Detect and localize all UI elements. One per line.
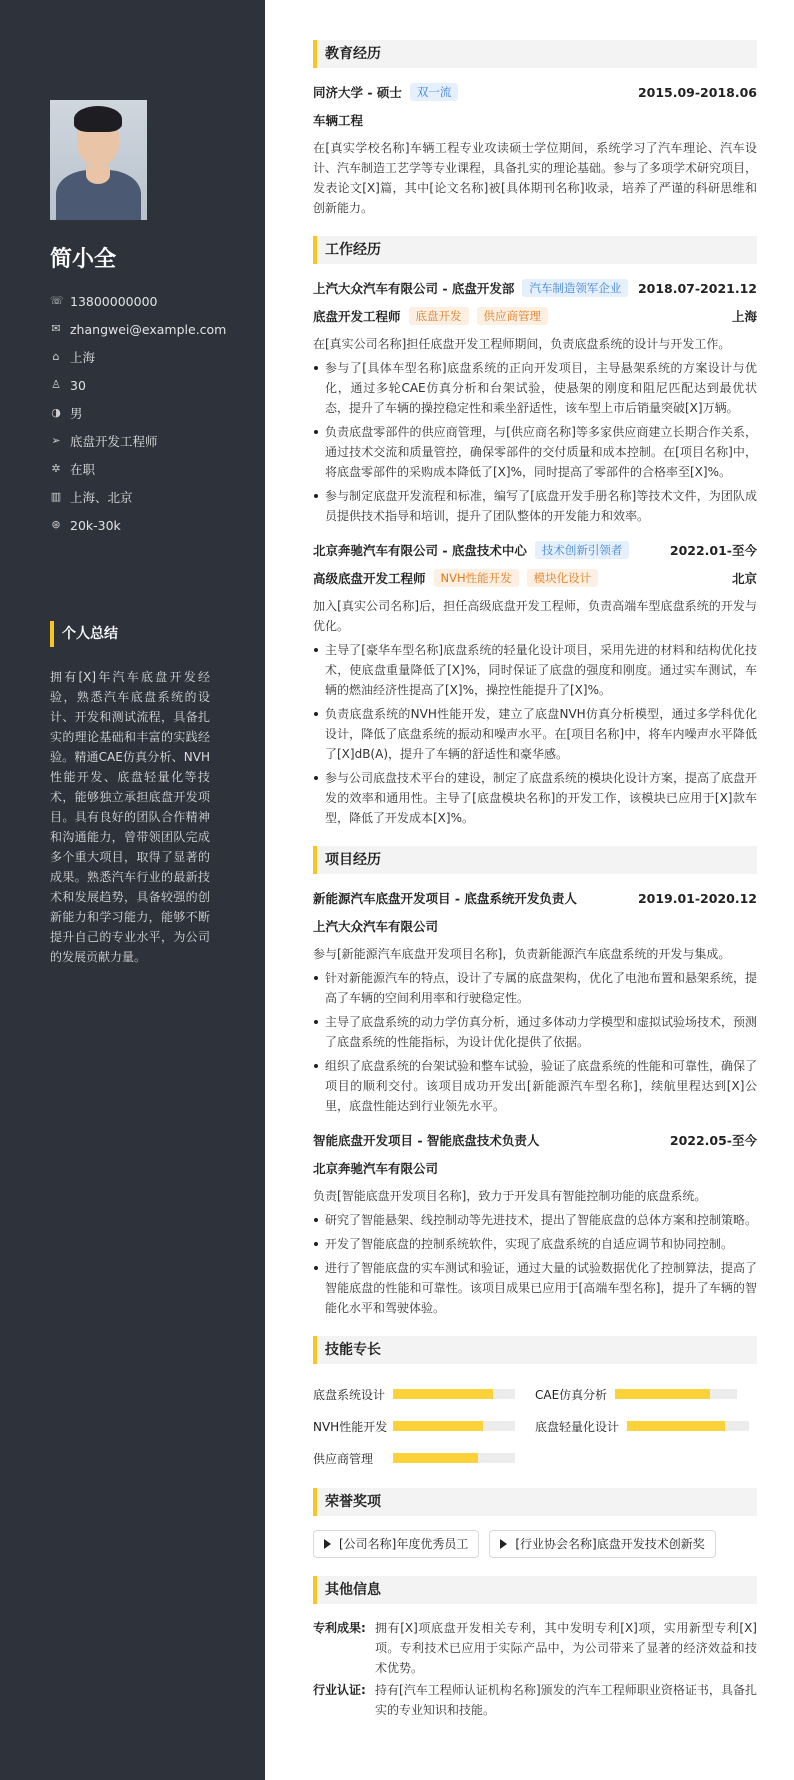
honors-title: 荣誉奖项 (313, 1488, 757, 1516)
other-key: 专利成果: (313, 1621, 366, 1635)
project-date: 2022.05-至今 (669, 1133, 757, 1148)
skill-item (313, 1410, 535, 1442)
other-item (313, 1680, 757, 1720)
project-intro: 负责[智能底盘开发项目名称]，致力于开发具有智能控制功能的底盘系统。 (313, 1189, 707, 1203)
skill-item (535, 1410, 757, 1442)
project-date: 2019.01-2020.12 (637, 890, 757, 906)
building-icon: ▥ (50, 490, 62, 503)
list-item: 针对新能源汽车的特点，设计了专属的底盘架构，优化了电池布置和悬架系统，提高了车辆的空间利用率和行驶稳定性。 (313, 968, 757, 1008)
major: 车辆工程 (313, 113, 364, 128)
skill-fill (615, 1389, 710, 1399)
project-name: 智能底盘开发项目 - 智能底盘技术负责人 (313, 1133, 540, 1148)
school-name: 同济大学 - 硕士 (313, 85, 402, 100)
role-title: 底盘开发工程师 (313, 309, 401, 324)
work-intro: 在[真实公司名称]担任底盘开发工程师期间，负责底盘系统的设计与开发工作。 (313, 337, 731, 351)
skill-fill (393, 1453, 478, 1463)
education-header (313, 82, 757, 102)
work-bullets (313, 640, 757, 828)
skill-item (313, 1442, 535, 1474)
work-bullets (313, 358, 757, 526)
skill-item (535, 1378, 757, 1410)
list-item: 参与了[具体车型名称]底盘系统的正向开发项目，主导悬架系统的方案设计与优化，通过多轮CAE仿真分析和台架试验，使悬架的刚度和阻尼匹配达到最优状态，提升了车辆的操控稳定性和乘坐舒适性，该车型上市后销量突破[X]万辆。 (313, 358, 757, 418)
other-key: 行业认证: (313, 1683, 366, 1697)
list-item: 负责底盘系统的NVH性能开发，建立了底盘NVH仿真分析模型，通过多学科优化设计，降低了底盘系统的振动和噪声水平。在[项目名称]中，将车内噪声水平降低了[X]dB(A)，提升了车辆的舒适性和豪华感。 (313, 704, 757, 764)
list-item: 组织了底盘系统的台架试验和整车试验，验证了底盘系统的性能和可靠性，确保了项目的顺利交付。该项目成功开发出[新能源汽车型名称]，续航里程达到[X]公里，底盘性能达到行业领先水平。 (313, 1056, 757, 1116)
work-role-row (313, 306, 757, 326)
summary-text: 拥有[X]年汽车底盘开发经验，熟悉汽车底盘系统的设计、开发和测试流程，具备扎实的理论基础和丰富的实践经验。精通CAE仿真分析、NVH性能开发、底盘轻量化等技术，能够独立承担底盘开发项目。具有良好的团队合作精神和沟通能力，曾带领团队完成多个重大项目，取得了显著的成果。熟悉汽车行业的最新技术和发展趋势，具备较强的创新能力和学习能力，能够不断提升自己的专业水平，为公司的发展贡献力量。 (50, 670, 210, 964)
list-item: 主导了底盘系统的动力学仿真分析，通过多体动力学模型和虚拟试验场技术，预测了底盘系统的性能指标，为设计优化提供了依据。 (313, 1012, 757, 1052)
projects-title: 项目经历 (313, 846, 757, 874)
gender-icon: ◑ (51, 406, 61, 419)
work-item-header (313, 540, 757, 560)
skills-list (313, 1378, 757, 1474)
project-company: 上汽大众汽车有限公司 (313, 919, 439, 934)
skill-name: 底盘轻量化设计 (535, 1419, 620, 1434)
education-date: 2015.09-2018.06 (637, 84, 757, 100)
avatar (50, 100, 147, 220)
role-tag: NVH性能开发 (434, 569, 519, 587)
skills-title: 技能专长 (313, 1336, 757, 1364)
play-icon (324, 1539, 331, 1549)
main-content (265, 0, 794, 1780)
role-tag: 模块化设计 (527, 569, 599, 587)
status-icon: ✲ (51, 462, 61, 475)
skill-bar (615, 1389, 737, 1399)
work-city: 北京 (731, 571, 757, 586)
company-tag: 汽车制造领军企业 (522, 279, 628, 297)
education-desc: 在[真实学校名称]车辆工程专业攻读硕士学位期间，系统学习了汽车理论、汽车设计、汽车制造工艺学等专业课程，具备扎实的理论基础。参与了多项学术研究项目，发表论文[X]篇，其中[论文名称]被[具体期刊名称]收录，培养了严谨的科研思维和创新能力。 (313, 141, 758, 215)
role-title: 高级底盘开发工程师 (313, 571, 426, 586)
skill-fill (393, 1389, 493, 1399)
award-item: [公司名称]年度优秀员工 (313, 1530, 479, 1558)
project-name: 新能源汽车底盘开发项目 - 底盘系统开发负责人 (313, 891, 577, 906)
skill-bar (393, 1453, 515, 1463)
sidebar (0, 0, 265, 1780)
summary-title: 个人总结 (50, 621, 265, 647)
info-position: ➢ 底盘开发工程师 (51, 434, 158, 449)
info-location: ⌂ 上海 (50, 343, 265, 371)
project-header (313, 1130, 757, 1150)
skill-bar (393, 1389, 515, 1399)
list-item: 参与公司底盘技术平台的建设，制定了底盘系统的模块化设计方案，提高了底盘开发的效率和通用性。主导了[底盘模块名称]的开发工作，该模块已应用于[X]款车型，降低了开发成本[X]%。 (313, 768, 757, 828)
info-salary: ⊛ 20k-30k (51, 517, 121, 533)
work-intro: 加入[真实公司名称]后，担任高级底盘开发工程师，负责高端车型底盘系统的开发与优化。 (313, 599, 757, 633)
company-tag: 技术创新引领者 (535, 541, 630, 559)
list-item: 负责底盘零部件的供应商管理，与[供应商名称]等多家供应商建立长期合作关系，通过技术交流和质量管控，确保零部件的交付质量和成本控制。在[项目名称]中，将底盘零部件的采购成本降低了[X]%，同时提高了零部件的合格率至[X]%。 (313, 422, 757, 482)
award-item: [行业协会名称]底盘开发技术创新奖 (489, 1530, 715, 1558)
education-title: 教育经历 (313, 40, 757, 68)
mail-icon: ✉ (51, 322, 61, 335)
project-header (313, 888, 757, 908)
skill-name: NVH性能开发 (313, 1419, 388, 1434)
other-value: 拥有[X]项底盘开发相关专利，其中发明专利[X]项，实用新型专利[X]项。专利技术已应用于实际产品中，为公司带来了显著的经济效益和技术优势。 (375, 1621, 757, 1675)
awards-list (313, 1530, 757, 1558)
skill-name: 供应商管理 (313, 1451, 374, 1466)
skill-bar (627, 1421, 749, 1431)
project-intro: 参与[新能源汽车底盘开发项目名称]，负责新能源汽车底盘系统的开发与集成。 (313, 947, 731, 961)
list-item: 主导了[豪华车型名称]底盘系统的轻量化设计项目，采用先进的材料和结构优化技术，使底盘重量降低了[X]%，同时保证了底盘的强度和刚度。通过实车测试，车辆的燃油经济性提高了[X]%，操控性能提升了[X]%。 (313, 640, 757, 700)
list-item: 研究了智能悬架、线控制动等先进技术，提出了智能底盘的总体方案和控制策略。 (313, 1210, 757, 1230)
age-icon: ♙ (51, 378, 61, 391)
skill-name: CAE仿真分析 (535, 1387, 608, 1402)
other-item (313, 1618, 757, 1678)
home-icon: ⌂ (52, 350, 60, 363)
skill-bar (393, 1421, 515, 1431)
school-tag: 双一流 (410, 83, 459, 101)
list-item: 开发了智能底盘的控制系统软件，实现了底盘系统的自适应调节和协同控制。 (313, 1234, 757, 1254)
info-status: ✲ 在职 (51, 462, 96, 477)
phone-icon: ☏ (50, 294, 64, 307)
other-value: 持有[汽车工程师认证机构名称]颁发的汽车工程师职业资格证书，具备扎实的专业知识和技能。 (375, 1683, 757, 1717)
skill-item (313, 1378, 535, 1410)
project-company: 北京奔驰汽车有限公司 (313, 1161, 439, 1176)
info-phone: ☏ 13800000000 (50, 293, 158, 309)
role-tag: 供应商管理 (477, 307, 549, 325)
info-age: ♙ 30 (51, 377, 86, 393)
info-email: ✉ zhangwei@example.com (51, 321, 227, 337)
work-date: 2018.07-2021.12 (637, 280, 757, 296)
work-role-row (313, 568, 757, 588)
work-date: 2022.01-至今 (669, 543, 757, 558)
project-bullets (313, 968, 757, 1116)
work-city: 上海 (731, 309, 757, 324)
profile-name: 简小全 (50, 247, 117, 272)
work-title: 工作经历 (313, 236, 757, 264)
skill-fill (393, 1421, 483, 1431)
list-item: 进行了智能底盘的实车测试和验证，通过大量的试验数据优化了控制算法，提高了智能底盘的性能和可靠性。该项目成果已应用于[高端车型名称]，提升了车辆的智能化水平和驾驶体验。 (313, 1258, 757, 1318)
skill-name: 底盘系统设计 (313, 1387, 386, 1402)
other-title: 其他信息 (313, 1576, 757, 1604)
salary-icon: ⊛ (51, 518, 61, 531)
project-bullets (313, 1210, 757, 1318)
list-item: 参与制定底盘开发流程和标准，编写了[底盘开发手册名称]等技术文件，为团队成员提供技术指导和培训，提升了团队整体的开发能力和效率。 (313, 486, 757, 526)
skill-fill (627, 1421, 725, 1431)
work-item-header (313, 278, 757, 298)
info-city: ▥ 上海、北京 (50, 490, 133, 505)
company-name: 北京奔驰汽车有限公司 - 底盘技术中心 (313, 543, 527, 558)
play-icon (500, 1539, 507, 1549)
send-icon: ➢ (51, 434, 61, 447)
role-tag: 底盘开发 (409, 307, 469, 325)
info-gender: ◑ 男 (51, 406, 83, 421)
company-name: 上汽大众汽车有限公司 - 底盘开发部 (313, 281, 515, 296)
